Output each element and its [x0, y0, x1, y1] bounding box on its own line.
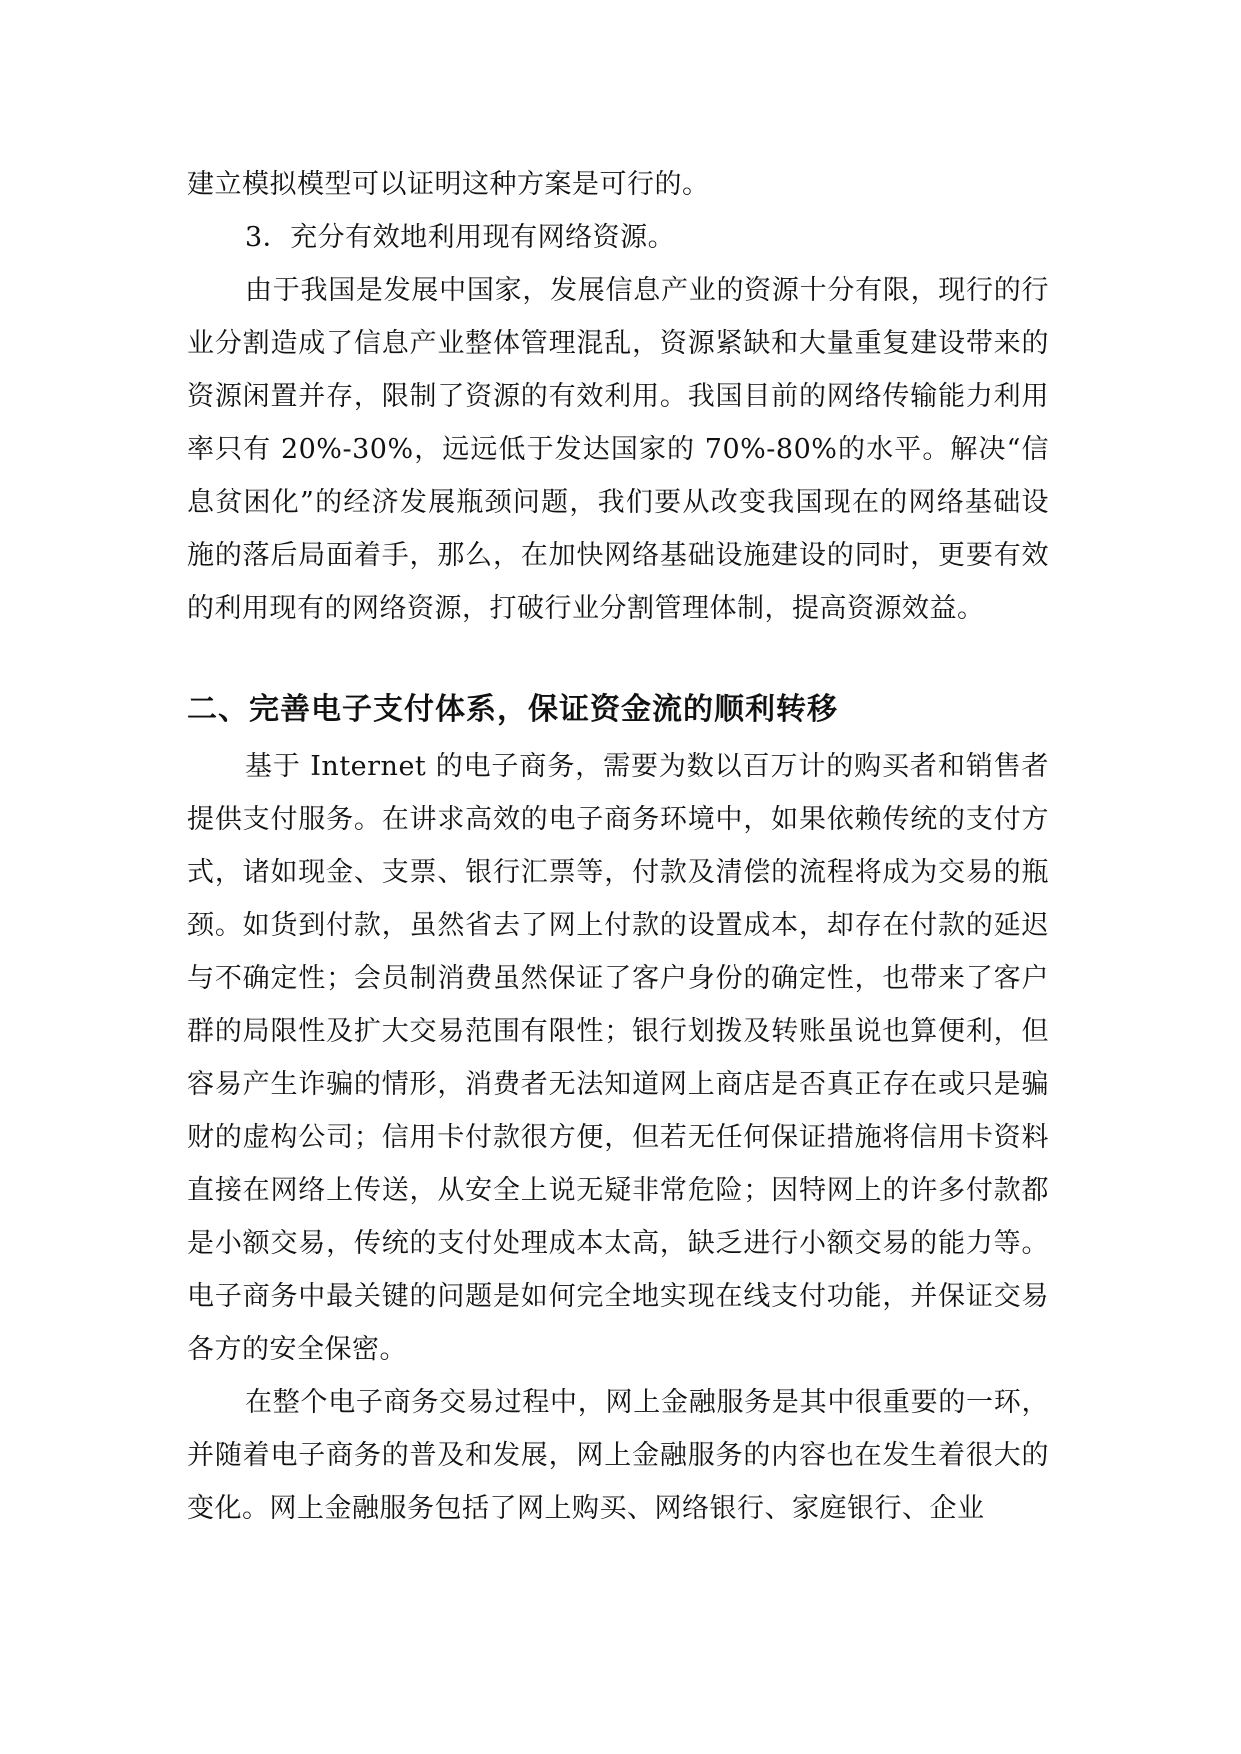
document-body: [187, 158, 1049, 1535]
list-item-3: 3．充分有效地利用现有网络资源。: [245, 222, 676, 253]
paragraph-online-finance: 在整个电子商务交易过程中，网上金融服务是其中很重要的一环，并随着电子商务的普及和发展，网上金融服务的内容也在发生着很大的变化。网上金融服务包括了网上购买、网络银行、家庭银行、企业: [187, 1387, 1049, 1524]
paragraph-payment-system: 基于 Internet 的电子商务，需要为数以百万计的购买者和销售者提供支付服务。在讲求高效的电子商务环境中，如果依赖传统的支付方式，诸如现金、支票、银行汇票等，付款及清偿的流程将成为交易的瓶颈。如货到付款，虽然省去了网上付款的设置成本，却存在付款的延迟与不确定性；会员制消费虽然保证了客户身份的确定性，也带来了客户群的局限性及扩大交易范围有限性；银行划拨及转账虽说也算便利，但容易产生诈骗的情形，消费者无法知道网上商店是否真正存在或只是骗财的虚构公司；信用卡付款很方便，但若无任何保证措施将信用卡资料直接在网络上传送，从安全上说无疑非常危险；因特网上的许多付款都是小额交易，传统的支付处理成本太高，缺乏进行小额交易的能力等。电子商务中最关键的问题是如何完全地实现在线支付功能，并保证交易各方的安全保密。: [187, 751, 1049, 1365]
section-spacer: [187, 635, 1049, 680]
paragraph-network-resources: 由于我国是发展中国家，发展信息产业的资源十分有限，现行的行业分割造成了信息产业整体管理混乱，资源紧缺和大量重复建设带来的资源闲置并存，限制了资源的有效利用。我国目前的网络传输能力利用率只有 20%-30%，远远低于发达国家的 70%-80%的水平。解决“信息贫困化”的经济发展瓶颈问题，我们要从改变我国现在的网络基础设施的落后局面着手，那么，在加快网络基础设施建设的同时，更要有效的利用现有的网络资源，打破行业分割管理体制，提高资源效益。: [187, 275, 1049, 624]
paragraph-continuation: 建立模拟模型可以证明这种方案是可行的。: [187, 169, 710, 200]
section-heading: 二、完善电子支付体系，保证资金流的顺利转移: [187, 692, 838, 727]
